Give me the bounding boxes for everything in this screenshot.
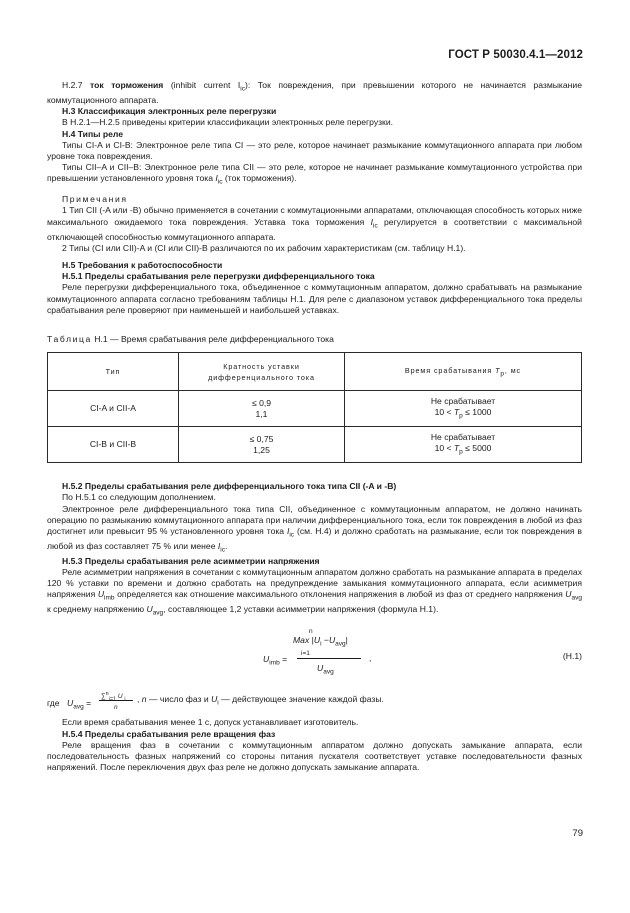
table-cell-multiplier: ≤ 0,9 1,1 (179, 391, 345, 427)
formula-numerator: Max $|U_i -U_{avg}|$ (293, 635, 348, 649)
heading-h54: Н.5.4 Пределы срабатывания реле вращения фаз (62, 728, 276, 739)
fraction-line (297, 658, 361, 659)
formula-definitions: где $U_{avg}$ = ∑$^n_{i=1}$ U $_i$ n , n — число фаз и $U_i$ — действующее значение каждой фазы. (47, 691, 384, 712)
formula-lhs: $U_{imb}$ = (263, 654, 288, 668)
paragraph-types-cii: Типы CII–A и CII–B: Электронное реле типа CII — это реле, которое не начинает размыкание коммутационного устройства при превышении установленного уровня тока $I_{ic}$ (ток торможения). (47, 162, 582, 187)
formula-i: i=1 (301, 650, 310, 658)
formula-h1: n Max $|U_i -U_{avg}|$ i=1 $U_{imb}$ = , $U_{avg}$ (Н.1) (47, 621, 582, 689)
heading-h3: Н.3 Классификация электронных реле перегрузки (62, 106, 277, 117)
heading-h53: Н.5.3 Пределы срабатывания реле асимметрии напряжения (62, 555, 320, 566)
heading-h52: Н.5.2 Пределы срабатывания реле дифференциального тока типа CII (-A и -B) (62, 481, 397, 492)
table-cell-type: CI-B и CII-B (48, 427, 179, 463)
paragraph-h54: Реле вращения фаз в сочетании с коммутационным аппаратом должно допускать замыкание аппарата, если последовательность фазных напряжений со стороны питания пускателя соответствует уставке последовательности фазных напряжений. После переключения двух фаз реле не должно допускать замыкание аппарата. (47, 739, 582, 773)
heading-h4: Н.4 Типы реле (62, 128, 124, 139)
paragraph-h53-end: Если время срабатывания менее 1 с, допуск устанавливает изготовитель. (62, 717, 359, 728)
document-body (47, 80, 582, 773)
table-header-type: Тип (48, 353, 179, 391)
document-code-header: ГОСТ Р 50030.4.1—2012 (448, 49, 583, 61)
table-header-time: Время срабатывания Tp, мс (345, 353, 582, 391)
paragraph-h53: Реле асимметрии напряжения в сочетании с коммутационным аппаратом должно сработать на размыкание аппарата в пределах 120 % уставки по времени и должно сработать на предупреждение замыкания коммутационного аппарата, если асимметрия напряжения $U_{imb}$ определяется как отношение максимального отклонения напряжения в любой из фаз от среднего напряжения $U_{avg}$ к среднему напряжению $U_{avg}$, составляющее 1,2 уставки асимметрии напряжения (формула Н.1). (47, 567, 582, 618)
table-cell-type: CI-A и CII-A (48, 391, 179, 427)
table-row (48, 391, 582, 427)
response-time-table (47, 352, 582, 463)
where-label: где (47, 698, 60, 709)
table-header-multiplier: Кратность уставки дифференциального тока (179, 353, 345, 391)
note-1: 1 Тип CII (-A или -B) обычно применяется в сочетании с коммутационными аппаратами, отключающая способность которых ниже максимального ожидаемого тока повреждения. Уставка тока торможения $I_{ic}$ регулируется в соответствии с максимальной отключающей способностью коммутационного аппарата. (47, 205, 582, 242)
heading-h51: Н.5.1 Пределы срабатывания реле перегрузки дифференциального тока (62, 271, 375, 282)
paragraph-h52-1: По Н.5.1 со следующим дополнением. (62, 492, 216, 503)
paragraph-types-ci: Типы CI-A и CI-B: Электронное реле типа CI — это реле, которое начинает размыкание коммутационного аппарата при любом уровне тока повреждения. (47, 139, 582, 161)
notes-label: Примечания (62, 194, 128, 205)
formula-denominator: $U_{avg}$ (317, 663, 334, 677)
formula-number: (Н.1) (562, 651, 582, 662)
table-cell-time: Не срабатывает $10 < T_p \le 5000$ (345, 427, 582, 463)
table-cell-time: Не срабатывает $10 < T_p \le 1000$ (345, 391, 582, 427)
paragraph-h3: В Н.2.1—Н.2.5 приведены критерии классификации электронных реле перегрузки. (62, 117, 394, 128)
clause-h27: Н.2.7 ток торможения (inhibit current $I_{ic}$): Ток повреждения, при превышении которого не начинается размыкание коммутационного аппарата. (47, 80, 582, 105)
paragraph-h51: Реле перегрузки дифференциального тока, объединенное с коммутационным аппаратом, должно срабатывать на размыкание коммутационного аппарата согласно требованиям таблицы Н.1. Для реле с диапазоном уставок дифференциального тока пределы срабатывания реле проверяют при наименьшей и наибольшей уставках. (47, 282, 582, 315)
paragraph-h52-2: Электронное реле дифференциального тока типа CII, объединенное с коммутационным аппаратом, не должно начинать операцию по размыканию коммутационного аппарата при наличии дифференциального тока, если ток повреждения в любой из фаз достигнет или превысит 95 % установленного уровня тока $I_{ic}$ (см. Н.4) и должно сработать на размыкание, если ток повреждения в любой из фаз составляет 75 % или менее $I_{ic}$. (47, 503, 582, 554)
table-cell-multiplier: ≤ 0,75 1,25 (179, 427, 345, 463)
page-number: 79 (572, 828, 583, 839)
table-row (48, 427, 582, 463)
table-caption: Таблица Н.1 — Время срабатывания реле дифференциального тока (47, 334, 334, 345)
heading-h5: Н.5 Требования к работоспособности (62, 260, 223, 270)
formula-n: n (309, 628, 313, 636)
note-2: 2 Типы (CI или CII)-A и (CI или CII)-B различаются по их рабочим характеристикам (см. таблицу Н.1). (62, 242, 466, 253)
